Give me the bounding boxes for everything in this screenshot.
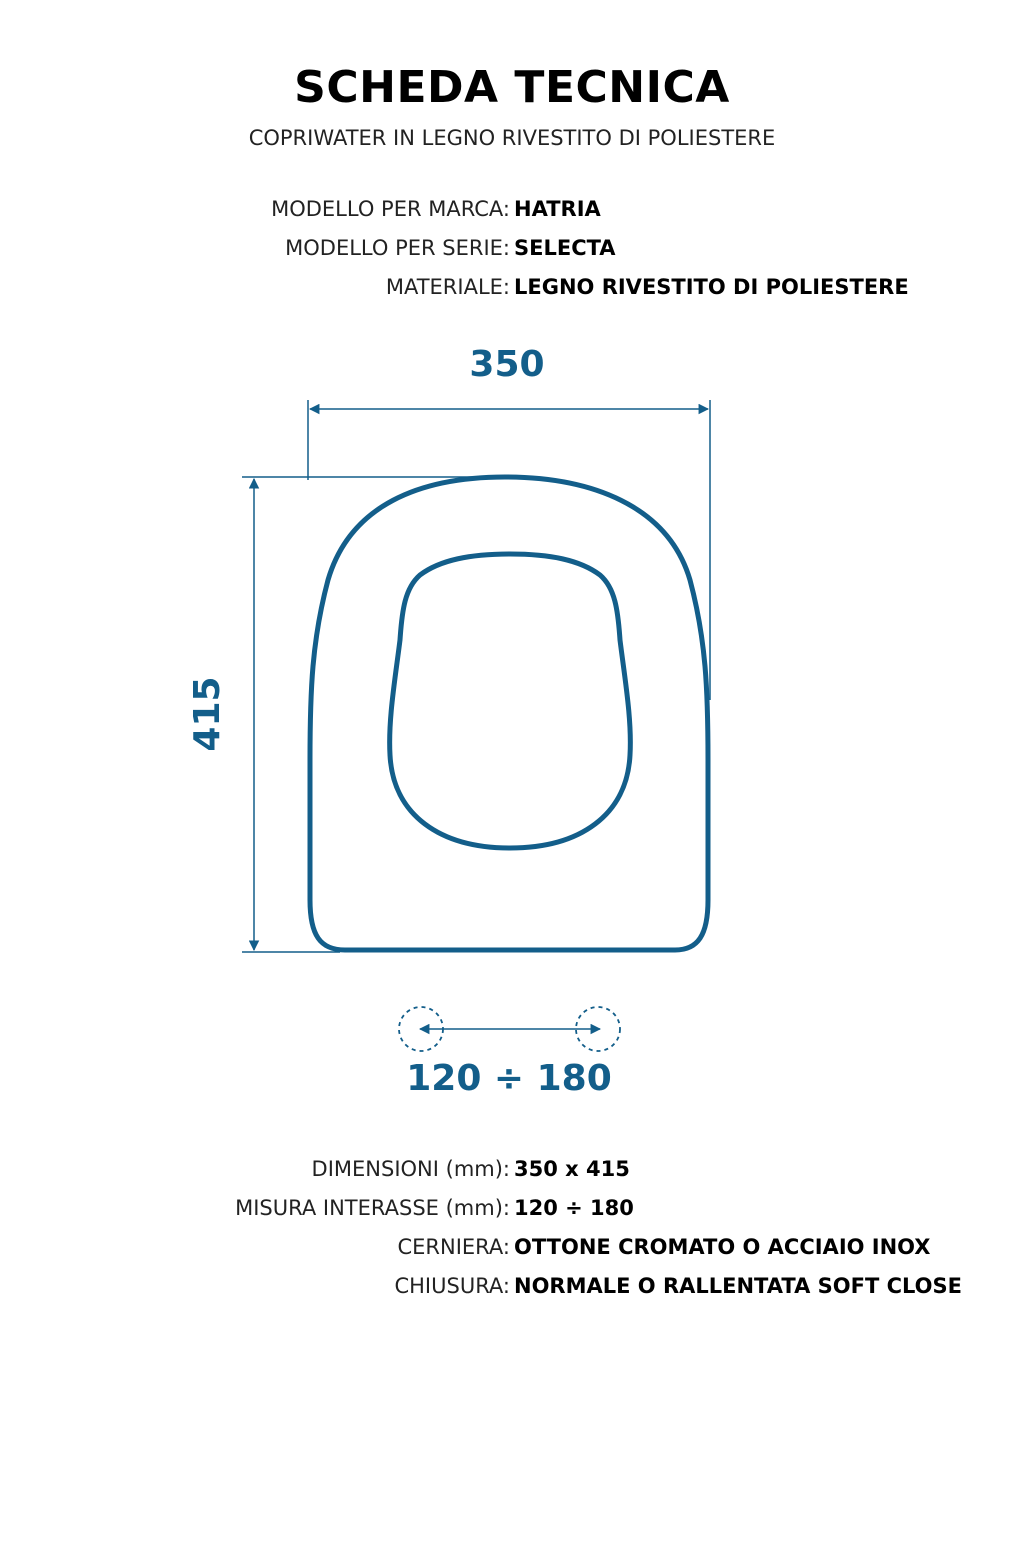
spec-key: MISURA INTERASSE (mm): [235,1196,510,1220]
spec-value: 350 x 415 [514,1157,630,1181]
spec-value: 120 ÷ 180 [514,1196,634,1220]
spec-key: MODELLO PER SERIE: [285,236,510,260]
seat-inner-opening [390,554,631,848]
spec-value: LEGNO RIVESTITO DI POLIESTERE [514,275,909,299]
spec-row-closure [0,1272,1024,1300]
page-subtitle: COPRIWATER IN LEGNO RIVESTITO DI POLIESTERE [248,126,776,150]
height-label: 415 [187,676,228,752]
page-title: SCHEDA TECNICA [294,62,730,113]
spec-row-interaxis [0,1194,1024,1222]
spec-value: SELECTA [514,236,616,260]
spec-value: NORMALE O RALLENTATA SOFT CLOSE [514,1274,962,1298]
spec-key: CHIUSURA: [394,1274,510,1298]
width-label: 350 [469,344,545,385]
spec-row-hinge [0,1233,1024,1261]
spec-value: OTTONE CROMATO O ACCIAIO INOX [514,1235,931,1259]
spec-row-dimensions [0,1155,1024,1183]
seat-outer-outline [310,477,708,950]
spec-key: MATERIALE: [385,275,510,299]
spec-key: MODELLO PER MARCA: [271,197,510,221]
hinge-distance-label: 120 ÷ 180 [406,1058,612,1099]
spec-key: CERNIERA: [397,1235,510,1259]
spec-value: HATRIA [514,197,601,221]
spec-key: DIMENSIONI (mm): [311,1157,510,1181]
